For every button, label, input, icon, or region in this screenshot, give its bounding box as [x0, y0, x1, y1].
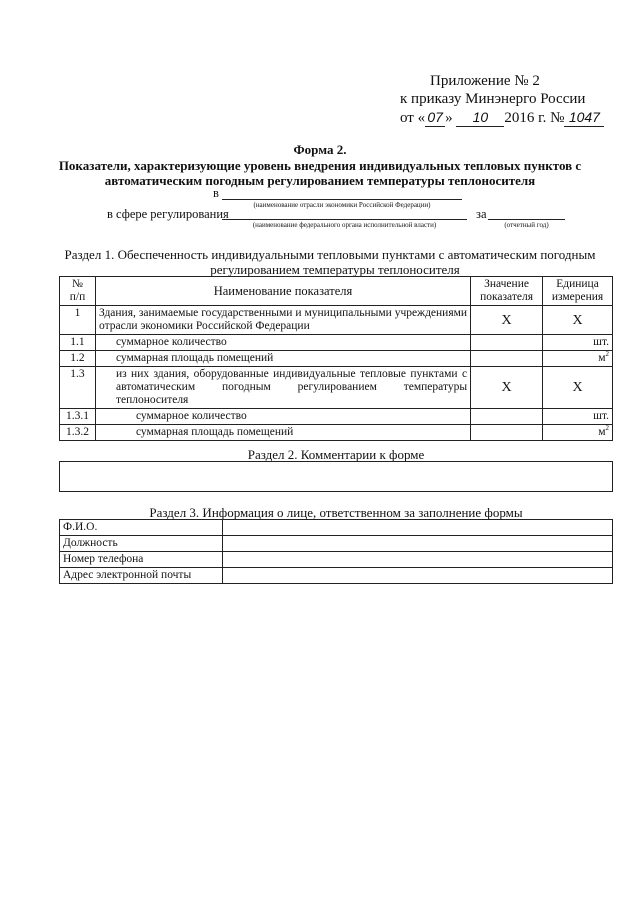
table-row: [60, 367, 613, 409]
contact-value-phone[interactable]: [222, 552, 612, 568]
row-num: 1.3.2: [60, 425, 96, 441]
row-value[interactable]: [471, 409, 543, 425]
year-field[interactable]: [488, 219, 565, 220]
table-row: [60, 552, 613, 568]
row-unit: X: [543, 367, 613, 409]
form-name: Форма 2.: [293, 142, 347, 157]
table-row: [60, 568, 613, 584]
row-name: суммарная площадь помещений: [95, 351, 470, 367]
contact-value-email[interactable]: [222, 568, 612, 584]
col-value-header: Значение показателя: [471, 277, 543, 306]
table-row: [60, 351, 613, 367]
section3-title: Раздел 3. Информация о лице, ответственном за заполнение формы: [149, 505, 523, 520]
order-year: 2016 г. №: [504, 110, 565, 126]
date-prefix: от «: [400, 110, 426, 126]
col-name-header: Наименование показателя: [95, 277, 470, 306]
order-date-line: [400, 108, 604, 127]
row-value[interactable]: [471, 351, 543, 367]
section3-table: [59, 519, 613, 584]
appendix-label: Приложение № 2: [430, 73, 540, 89]
table-row: [60, 409, 613, 425]
row-name: суммарное количество: [95, 409, 470, 425]
contact-label-name: Ф.И.О.: [60, 520, 223, 536]
form-title-line2: автоматическим погодным регулированием температуры теплоносителя: [104, 173, 536, 188]
year-caption: (отчетный год): [504, 221, 549, 229]
col-unit-header: Единица измерения: [543, 277, 613, 306]
row-value[interactable]: X: [471, 306, 543, 335]
order-day: 07: [425, 108, 445, 127]
row-unit: $м^2$: [543, 425, 613, 441]
row-value[interactable]: [471, 425, 543, 441]
row-unit: шт.: [543, 409, 613, 425]
regulation-label: в сфере регулирования: [107, 207, 229, 221]
row-num: 1.2: [60, 351, 96, 367]
contact-label-position: Должность: [60, 536, 223, 552]
industry-field[interactable]: [222, 199, 462, 200]
period-label: за: [476, 207, 487, 221]
contact-label-phone: Номер телефона: [60, 552, 223, 568]
industry-label: в: [213, 186, 219, 200]
row-name: Здания, занимаемые государственными и муниципальными учреждениями отрасли экономики Российской Федерации: [95, 306, 470, 335]
section1-table: [59, 276, 613, 441]
date-quote: »: [445, 110, 453, 126]
industry-caption: (наименование отрасли экономики Российской Федерации): [253, 201, 431, 209]
col-num-header: № п/п: [60, 277, 96, 306]
order-reference: к приказу Минэнерго России: [400, 91, 586, 107]
row-num: 1.3.1: [60, 409, 96, 425]
row-unit: $м^2$: [543, 351, 613, 367]
regulation-caption: (наименование федерального органа исполнительной власти): [252, 221, 437, 229]
row-num: 1.3: [60, 367, 96, 409]
row-unit: шт.: [543, 335, 613, 351]
section1-title-line1: Раздел 1. Обеспеченность индивидуальными тепловыми пунктами с автоматическим погодным: [64, 247, 596, 262]
section1-title-line2: регулированием температуры теплоносителя: [210, 262, 460, 277]
table-row: [60, 335, 613, 351]
section2-title: Раздел 2. Комментарии к форме: [247, 447, 425, 462]
contact-label-email: Адрес электронной почты: [60, 568, 223, 584]
row-value[interactable]: X: [471, 367, 543, 409]
row-num: 1.1: [60, 335, 96, 351]
table-row: [60, 536, 613, 552]
row-name: суммарное количество: [95, 335, 470, 351]
row-name: из них здания, оборудованные индивидуальные тепловые пунктами с автоматическим погодным регулированием температуры теплоносителя: [95, 367, 470, 409]
order-number: 1047: [564, 108, 604, 127]
table-row: [60, 425, 613, 441]
table-row: [60, 306, 613, 335]
row-unit: X: [543, 306, 613, 335]
row-num: 1: [60, 306, 96, 335]
table-row: [60, 520, 613, 536]
regulation-field[interactable]: [222, 219, 467, 220]
row-name: суммарная площадь помещений: [95, 425, 470, 441]
row-value[interactable]: [471, 335, 543, 351]
comments-box[interactable]: [59, 461, 613, 492]
form-title-line1: Показатели, характеризующие уровень внедрения индивидуальных тепловых пунктов с: [58, 158, 582, 173]
contact-value-position[interactable]: [222, 536, 612, 552]
contact-value-name[interactable]: [222, 520, 612, 536]
table-header-row: [60, 277, 613, 306]
order-month: 10: [456, 108, 504, 127]
